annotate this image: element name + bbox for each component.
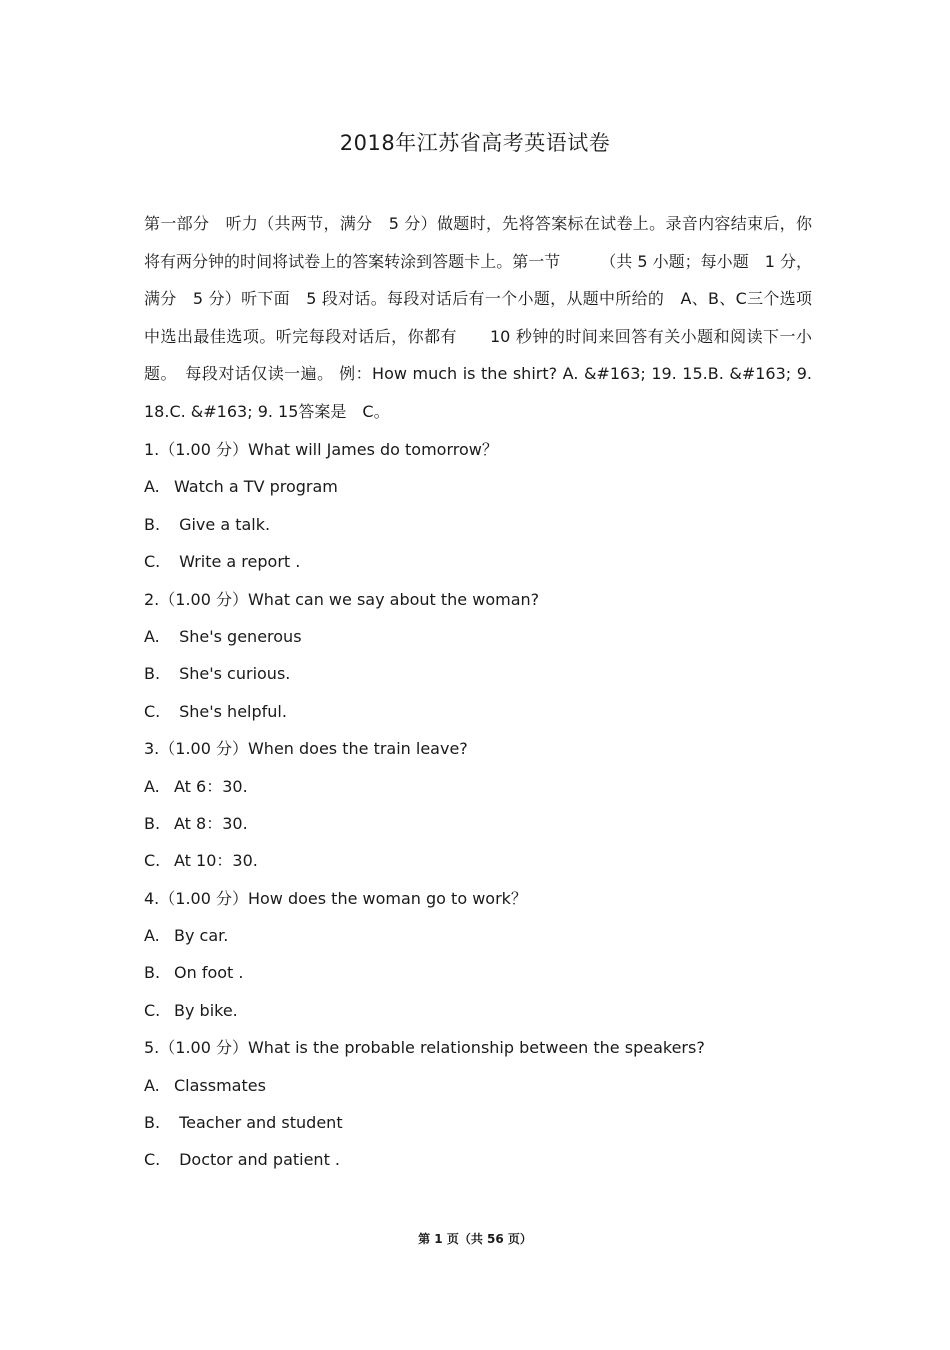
answer-option xyxy=(144,618,812,655)
option-letter: C. xyxy=(144,1000,161,1020)
option-letter: B. xyxy=(144,813,161,833)
option-letter: A. xyxy=(144,477,160,497)
question-stem: 2.（1.00 分）What can we say about the woman? xyxy=(144,589,540,609)
option-text: On foot . xyxy=(174,963,244,983)
question-stem: 5.（1.00 分）What is the probable relationship between the speakers? xyxy=(144,1038,705,1058)
option-letter: C. xyxy=(144,552,161,572)
option-letter: B. xyxy=(144,1113,161,1133)
question-block xyxy=(144,730,812,880)
question-block xyxy=(144,880,812,1030)
answer-option xyxy=(144,1141,812,1178)
question-stem: 3.（1.00 分）When does the train leave? xyxy=(144,739,468,759)
option-letter: B. xyxy=(144,963,161,983)
option-text: Teacher and student xyxy=(174,1113,343,1133)
exam-title: 2018年江苏省高考英语试卷 xyxy=(339,131,611,155)
answer-option xyxy=(144,805,812,842)
option-text: Doctor and patient . xyxy=(174,1150,341,1170)
option-text: By car. xyxy=(174,926,229,946)
option-text: At 6：30. xyxy=(174,776,248,796)
answer-option xyxy=(144,543,812,580)
option-letter: A. xyxy=(144,776,160,796)
question-block xyxy=(144,431,812,581)
question-stem: 4.（1.00 分）How does the woman go to work？ xyxy=(144,888,527,908)
option-text: She's curious. xyxy=(174,664,291,684)
question-block xyxy=(144,581,812,731)
option-letter: A. xyxy=(144,1075,160,1095)
option-text: By bike. xyxy=(174,1000,238,1020)
answer-option xyxy=(144,506,812,543)
answer-option xyxy=(144,693,812,730)
answer-option xyxy=(144,1104,812,1141)
answer-option xyxy=(144,655,812,692)
answer-option xyxy=(144,842,812,879)
answer-option xyxy=(144,917,812,954)
option-letter: B. xyxy=(144,514,161,534)
option-letter: B. xyxy=(144,664,161,684)
option-letter: C. xyxy=(144,851,161,871)
option-text: She's helpful. xyxy=(174,701,287,721)
answer-option xyxy=(144,468,812,505)
question-stem: 1.（1.00 分）What will James do tomorrow？ xyxy=(144,440,498,459)
page-footer: 第 1 页（共 56 页） xyxy=(418,1232,532,1246)
answer-option xyxy=(144,992,812,1029)
option-text: She's generous xyxy=(174,626,302,646)
question-list xyxy=(144,431,812,1179)
answer-option xyxy=(144,1067,812,1104)
option-text: At 8：30. xyxy=(174,813,248,833)
answer-option xyxy=(144,954,812,991)
option-letter: A. xyxy=(144,626,160,646)
option-text: Write a report . xyxy=(174,552,301,572)
option-letter: C. xyxy=(144,1150,161,1170)
answer-option xyxy=(144,768,812,805)
option-text: Classmates xyxy=(174,1075,266,1095)
instructions-paragraph: 第一部分 听力（共两节，满分 5 分）做题时，先将答案标在试卷上。录音内容结束后，你将有两分钟的时间将试卷上的答案转涂到答题卡上。第一节 （共 5 小题；每小题 1 分，满分 5 分）听下面 5 段对话。每段对话后有一个小题，从题中所给的 A、B、C三个选项中选出最佳选项。听完每段对话后，你都有 10 秒钟的时间来回答有关小题和阅读下一小题。 每段对话仅读一遍。 例：How much is the shirt? A. &#163; 19. 15.B. &#163; 9. 18.C. &#163; 9. 15答案是 C。 xyxy=(144,214,812,421)
option-letter: A. xyxy=(144,926,160,946)
option-letter: C. xyxy=(144,701,161,721)
question-block xyxy=(144,1029,812,1179)
option-text: Give a talk. xyxy=(174,514,271,534)
option-text: At 10：30. xyxy=(174,851,258,871)
option-text: Watch a TV program xyxy=(174,477,338,497)
